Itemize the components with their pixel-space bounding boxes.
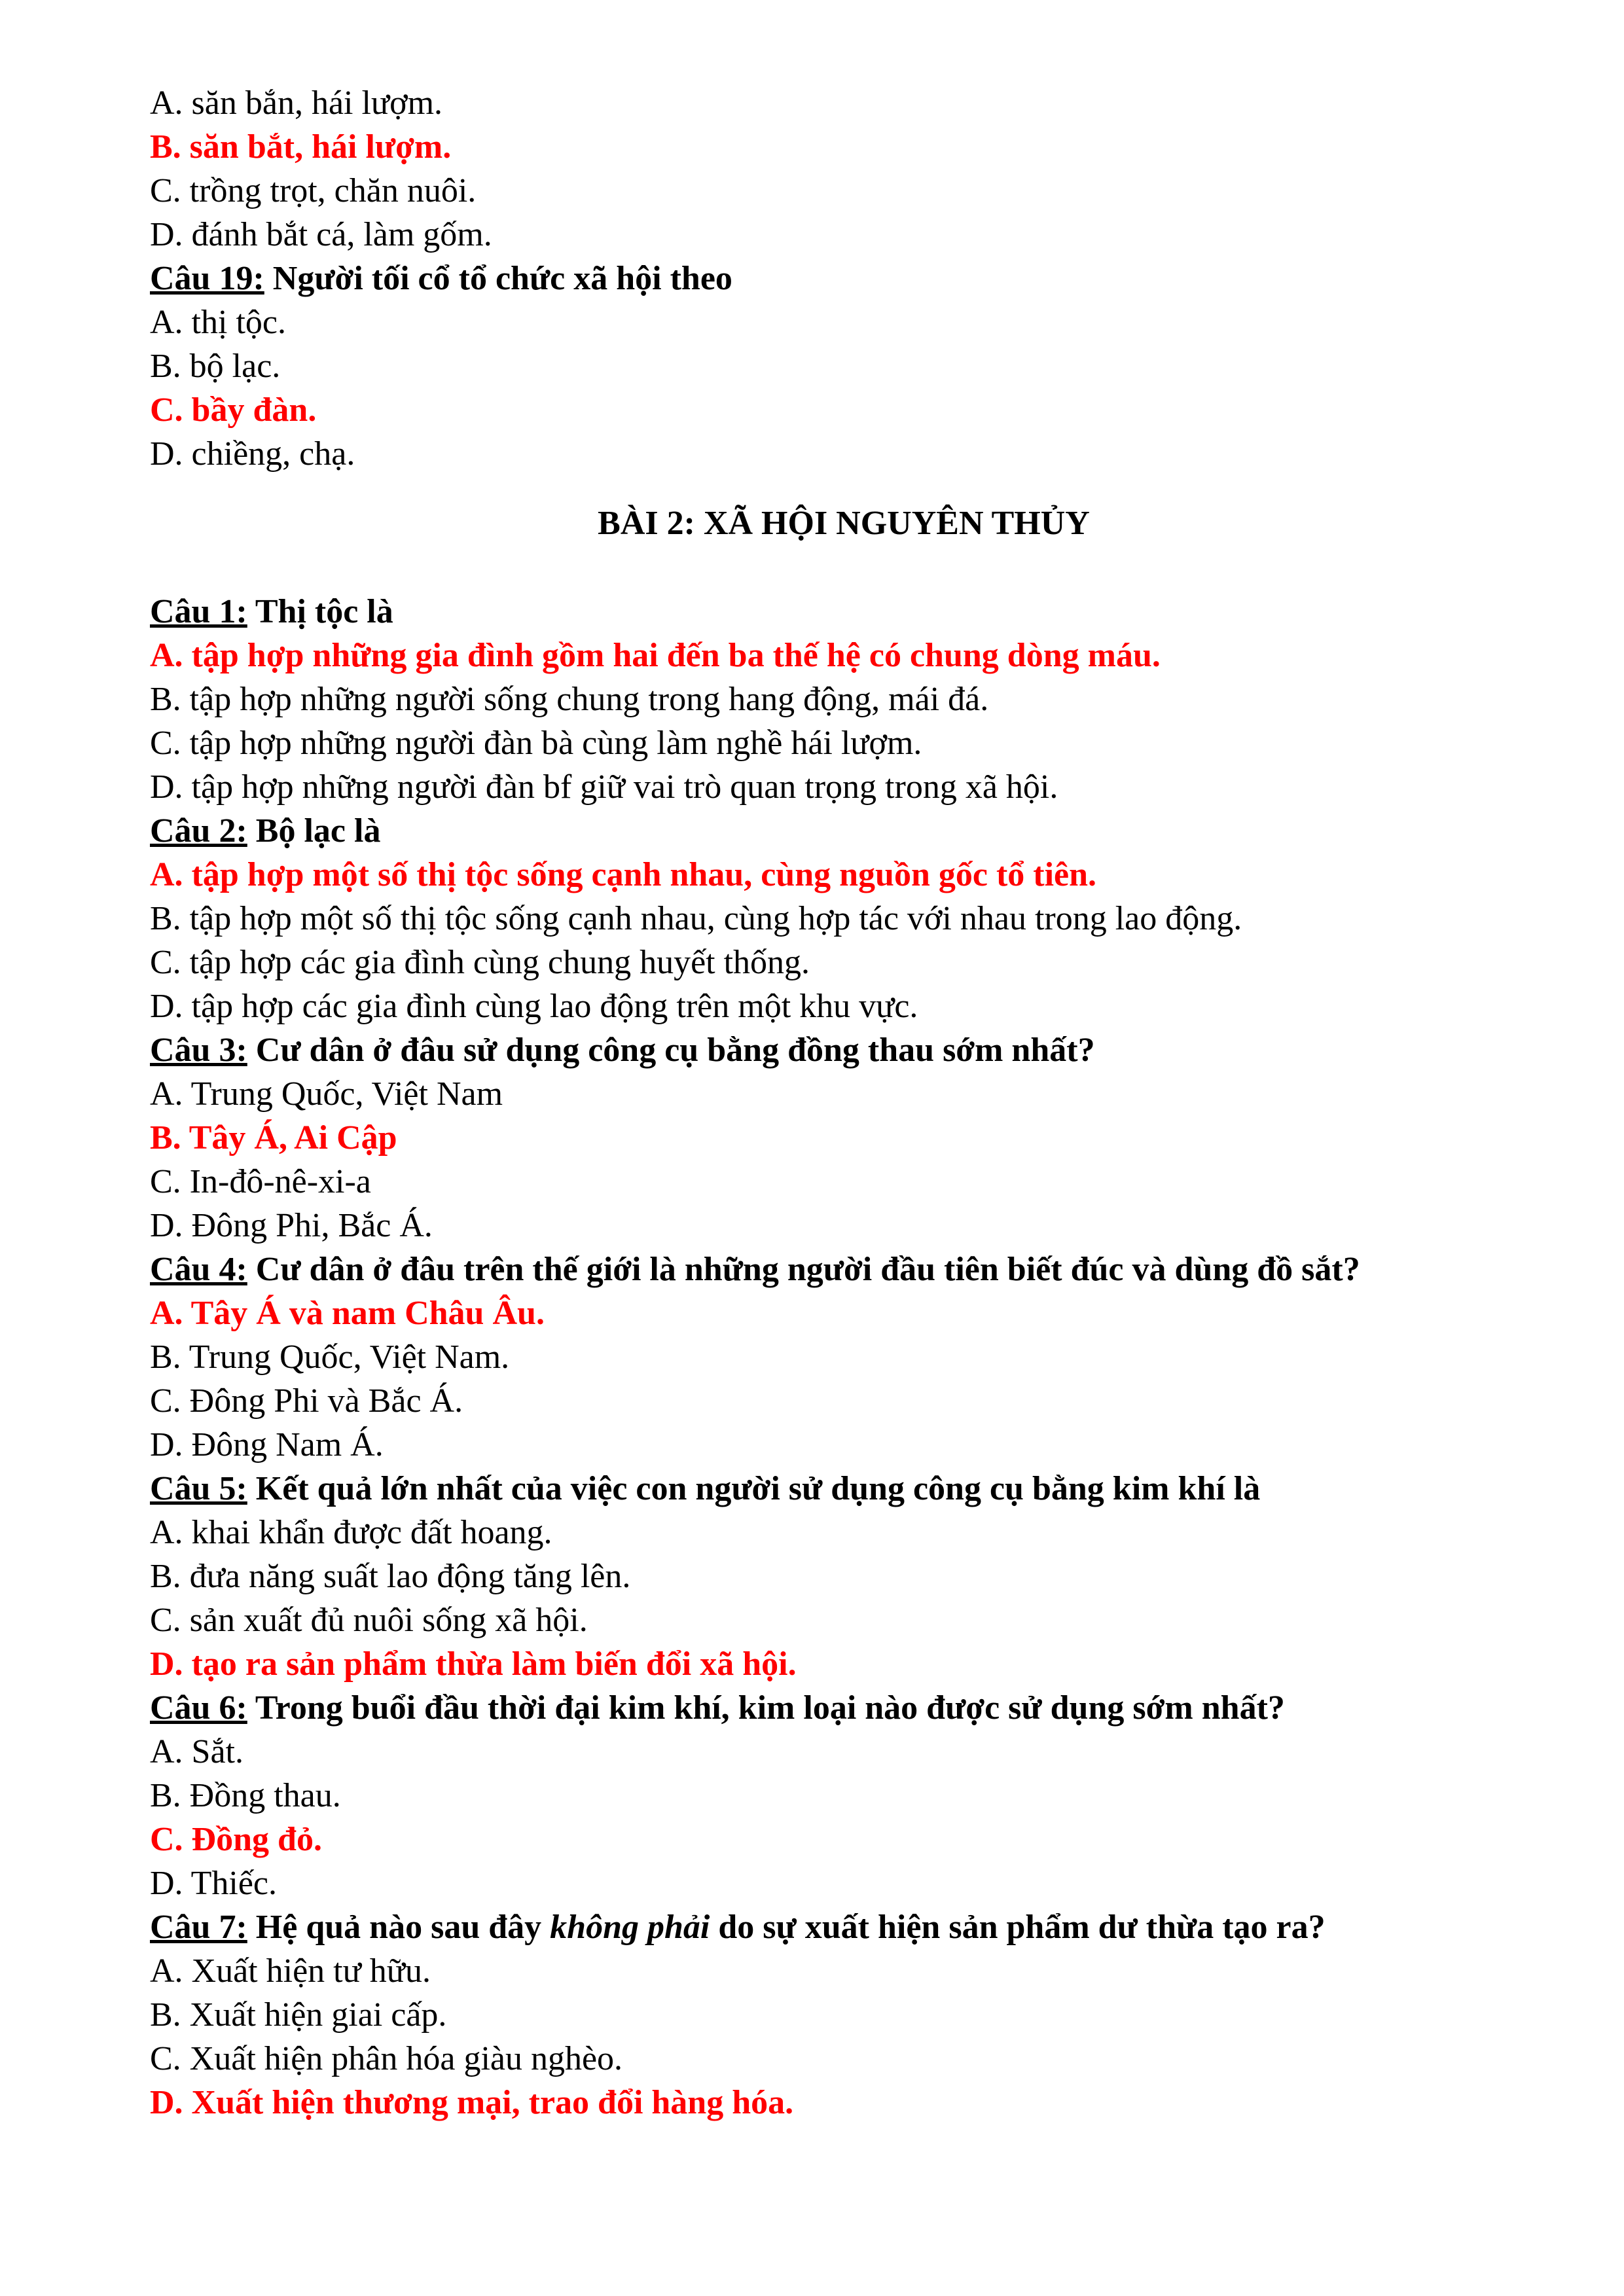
answer-option: A. Trung Quốc, Việt Nam	[150, 1075, 503, 1113]
question-text: Cư dân ở đâu sử dụng công cụ bằng đồng thau sớm nhất?	[247, 1031, 1095, 1069]
question-heading	[150, 1905, 1538, 1949]
question-list	[150, 590, 1538, 2125]
question-heading	[150, 1467, 1538, 1511]
question-number: Câu 6:	[150, 1689, 247, 1727]
question-item	[150, 1686, 1538, 1905]
question-item	[150, 1028, 1538, 1247]
answer-option: C. tập hợp những người đàn bà cùng làm nghề hái lượm.	[150, 725, 922, 762]
question-number: Câu 7:	[150, 1909, 247, 1946]
question-item	[150, 1247, 1538, 1467]
answer-option: A. khai khẩn được đất hoang.	[150, 1514, 552, 1551]
answer-option: C. trồng trọt, chăn nuôi.	[150, 172, 477, 209]
answer-option: D. Thiếc.	[150, 1865, 277, 1902]
answer-option: B. đưa năng suất lao động tăng lên.	[150, 1558, 631, 1595]
question-heading	[150, 809, 1538, 853]
answer-option: B. Đồng thau.	[150, 1777, 341, 1814]
answer-option: A. Sắt.	[150, 1733, 244, 1770]
question-text-emphasis: không phải	[550, 1909, 710, 1946]
answer-option: B. tập hợp một số thị tộc sống cạnh nhau, cùng hợp tác với nhau trong lao động.	[150, 900, 1242, 937]
question-item	[150, 1905, 1538, 2125]
answer-option-correct: B. Tây Á, Ai Cập	[150, 1119, 397, 1157]
question-text: Hệ quả nào sau đây	[247, 1909, 550, 1946]
question-number: Câu 4:	[150, 1251, 247, 1288]
page-content	[150, 81, 1538, 2125]
answer-option-correct: A. tập hợp một số thị tộc sống cạnh nhau, cùng nguồn gốc tổ tiên.	[150, 856, 1097, 893]
section-title: BÀI 2: XÃ HỘI NGUYÊN THỦY	[598, 505, 1090, 542]
question-number: Câu 19:	[150, 260, 264, 297]
question-text: Cư dân ở đâu trên thế giới là những người đầu tiên biết đúc và dùng đồ sắt?	[247, 1251, 1360, 1288]
question-item	[150, 590, 1538, 809]
answer-option-correct: A. Tây Á và nam Châu Âu.	[150, 1295, 545, 1332]
question-heading	[150, 1686, 1538, 1730]
answer-option-correct: C. Đồng đỏ.	[150, 1821, 322, 1858]
answer-option-correct: C. bầy đàn.	[150, 391, 317, 429]
question-heading	[150, 590, 1538, 634]
answer-option: D. Đông Nam Á.	[150, 1426, 384, 1463]
question-number: Câu 1:	[150, 593, 247, 630]
answer-option: A. săn bắn, hái lượm.	[150, 84, 443, 122]
question-text: Kết quả lớn nhất của việc con người sử dụng công cụ bằng kim khí là	[247, 1470, 1261, 1507]
question-number: Câu 3:	[150, 1031, 247, 1069]
answer-option: B. Trung Quốc, Việt Nam.	[150, 1338, 510, 1376]
question-text: Thị tộc là	[247, 593, 393, 630]
answer-option-correct: D. Xuất hiện thương mại, trao đổi hàng hóa.	[150, 2084, 794, 2121]
question-number: Câu 5:	[150, 1470, 247, 1507]
answer-option: D. chiềng, chạ.	[150, 435, 355, 473]
question-text: Bộ lạc là	[247, 812, 381, 850]
question-item	[150, 1467, 1538, 1686]
answer-option: C. Xuất hiện phân hóa giàu nghèo.	[150, 2040, 623, 2077]
question-heading	[150, 1247, 1538, 1291]
question-19	[150, 257, 1538, 476]
answer-option: C. tập hợp các gia đình cùng chung huyết thống.	[150, 944, 810, 981]
answer-option-correct: A. tập hợp những gia đình gồm hai đến ba thế hệ có chung dòng máu.	[150, 637, 1161, 674]
question-text: do sự xuất hiện sản phẩm dư thừa tạo ra?	[710, 1909, 1326, 1946]
answer-option-correct: B. săn bắt, hái lượm.	[150, 128, 452, 166]
question-text: Người tối cổ tổ chức xã hội theo	[264, 260, 732, 297]
answer-option: C. Đông Phi và Bắc Á.	[150, 1382, 463, 1420]
answer-option: D. tập hợp những người đàn bf giữ vai trò quan trọng trong xã hội.	[150, 768, 1058, 806]
question-number: Câu 2:	[150, 812, 247, 850]
answer-option: C. sản xuất đủ nuôi sống xã hội.	[150, 1602, 588, 1639]
question-heading	[150, 257, 1538, 300]
answer-option: B. tập hợp những người sống chung trong hang động, mái đá.	[150, 681, 989, 718]
answer-option: C. In-đô-nê-xi-a	[150, 1163, 371, 1200]
question-text: Trong buổi đầu thời đại kim khí, kim loại nào được sử dụng sớm nhất?	[247, 1689, 1285, 1727]
question-item	[150, 809, 1538, 1028]
answer-option: A. thị tộc.	[150, 304, 286, 341]
answer-option: B. bộ lạc.	[150, 348, 281, 385]
answer-option-correct: D. tạo ra sản phẩm thừa làm biến đổi xã hội.	[150, 1645, 797, 1683]
answer-option: A. Xuất hiện tư hữu.	[150, 1952, 431, 1990]
answer-option: D. tập hợp các gia đình cùng lao động trên một khu vực.	[150, 988, 918, 1025]
answer-option: B. Xuất hiện giai cấp.	[150, 1996, 447, 2034]
question-heading	[150, 1028, 1538, 1072]
question-18-options	[150, 81, 1538, 257]
answer-option: D. đánh bắt cá, làm gốm.	[150, 216, 492, 253]
answer-options	[150, 300, 1538, 476]
answer-option: D. Đông Phi, Bắc Á.	[150, 1207, 433, 1244]
